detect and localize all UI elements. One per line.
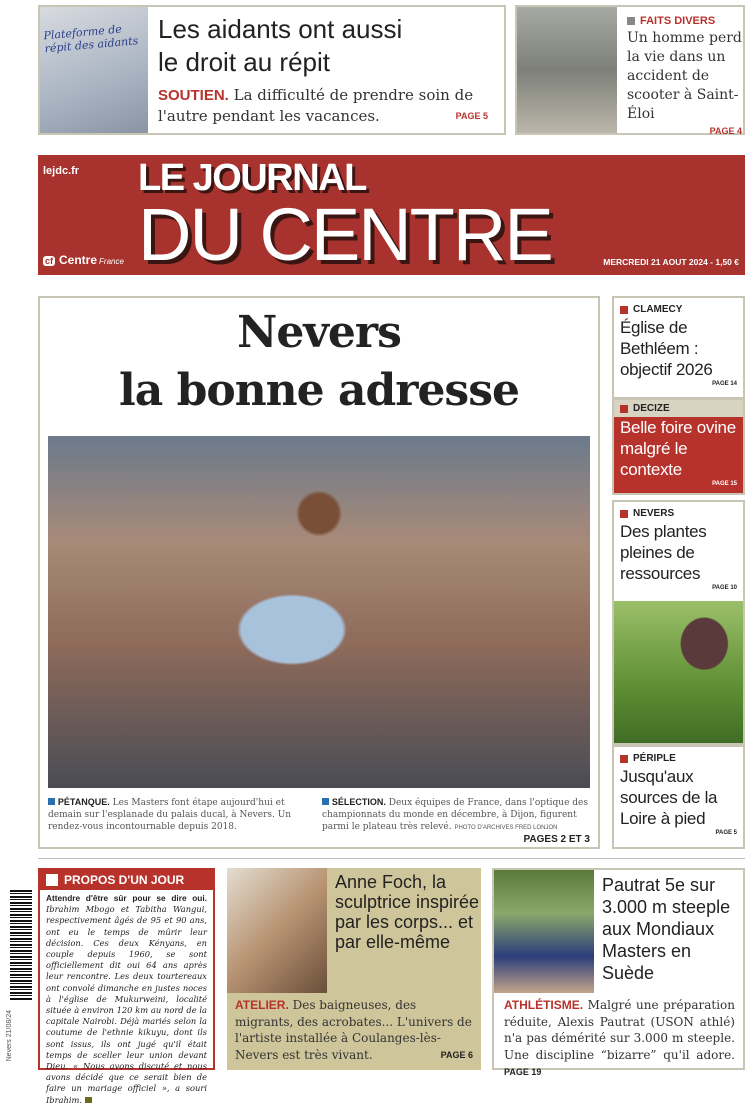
teaser-text: Un homme perd la vie dans un accident de scooter à Saint-Éloi <box>627 30 742 122</box>
barcode <box>10 890 32 1000</box>
teaser-page: PAGE 5 <box>455 111 488 121</box>
date-price: MERCREDI 21 AOUT 2024 - 1,50 € <box>603 257 739 267</box>
square-icon <box>46 874 58 886</box>
plants-photo <box>614 601 743 743</box>
barcode-text: Nevers 21/08/24 <box>6 1010 13 1062</box>
lead-headline: Nevers <box>237 307 401 358</box>
site-url[interactable]: lejdc.fr <box>43 165 80 177</box>
square-icon <box>48 798 55 805</box>
sidebar-kicker: CLAMECY <box>633 304 683 315</box>
sidebar-item-nevers[interactable] <box>612 500 745 745</box>
sidebar-page: PAGE 15 <box>712 481 737 487</box>
sidebar-page: PAGE 14 <box>712 381 737 387</box>
caption-text: Les Masters font étape aujourd'hui et demain sur l'esplanade du palais ducal, à Nevers. Un rendez-vous incontournable depuis 2018. <box>48 798 292 832</box>
lead-page: PAGES 2 ET 3 <box>523 834 590 845</box>
square-icon <box>620 510 628 518</box>
masthead <box>38 155 745 275</box>
caption-2 <box>322 796 590 846</box>
photo-credit: PHOTO D'ARCHIVES FRED LONJON <box>454 825 558 831</box>
story-page: PAGE 19 <box>504 1067 542 1077</box>
sidebar-item-periple[interactable] <box>612 745 745 849</box>
story-text: Des baigneuses, des migrants, des acrobates... L'univers de l'artiste installée à Coulanges-lès-Nevers est très vivant. <box>235 998 472 1062</box>
teaser-headline: le droit au répit <box>158 47 330 77</box>
caption-1 <box>48 796 310 833</box>
caption-kicker: PÉTANQUE. <box>57 797 110 807</box>
square-icon <box>620 405 628 413</box>
sidebar-headline: Belle foire ovine malgré le contexte <box>620 418 736 479</box>
teaser-aidants[interactable] <box>38 5 506 135</box>
story-headline: Pautrat 5e sur 3.000 m steeple aux Mondiaux Masters en Suède <box>602 875 731 983</box>
story-anne-foch[interactable] <box>227 868 481 1070</box>
sidebar-kicker: NEVERS <box>633 508 675 519</box>
story-page: PAGE 6 <box>440 1049 473 1060</box>
divider <box>38 858 745 859</box>
story-headline: Anne Foch, la sculptrice inspirée par les corps... et par elle-même <box>335 872 480 952</box>
teaser-kicker: FAITS DIVERS <box>640 15 716 27</box>
lead-story[interactable] <box>38 296 600 849</box>
sidebar-kicker: DECIZE <box>633 403 670 414</box>
story-pautrat[interactable] <box>492 868 745 1077</box>
centre-france-icon: cf <box>45 256 54 266</box>
caption-kicker: SÉLECTION. <box>331 797 386 807</box>
title-line-2: DU CENTRE <box>138 193 552 276</box>
propos-du-jour[interactable] <box>38 868 215 1105</box>
square-icon <box>627 17 635 25</box>
sidebar-headline: Des plantes pleines de ressources <box>620 522 707 583</box>
photo-sign-text: Plateforme de répit des aidants <box>43 22 139 56</box>
teaser-page: PAGE 4 <box>709 126 742 136</box>
sidebar-headline: Église de Bethléem : objectif 2026 <box>620 318 713 379</box>
propos-text: Ibrahim Mbogo et Tabitha Wangui, respectivement âgés de 95 et 90 ans, ont eu le temps de mûrir leur décision. Ces deux Kényans, en couple depuis 1960, se sont officiellement dit oui 64 ans après leur rencontre. Les deux tourtereaux ont convolé dimanche en justes noces à l'église de Mukurweini, localité située à environ 120 km au nord de la capitale Nairobi. Déjà mariés selon la coutume de l'ethnie kikuyu, dont ils sont issus, ils ont jugé qu'il était temps de sceller leur union devant Dieu. « Nous avons discuté et nous avons décidé que ce serait bien de faire un mariage officiel », a souri Ibrahim. <box>46 904 207 1105</box>
square-icon <box>322 798 329 805</box>
square-icon <box>620 755 628 763</box>
lead-photo-petanque <box>48 436 590 788</box>
sidebar-page: PAGE 10 <box>712 585 737 591</box>
group-name: Centre <box>59 253 98 267</box>
sidebar-item-decize[interactable] <box>612 398 745 495</box>
sculptor-photo <box>227 868 327 993</box>
teaser-photo <box>40 7 148 133</box>
lead-headline: la bonne adresse <box>119 365 519 416</box>
caption-text: Deux équipes de France, dans l'optique des championnats du monde en décembre, à Dijon, figurent parmi le plateau très relevé. <box>322 798 588 832</box>
end-mark-icon <box>85 1097 92 1103</box>
story-text: Malgré une préparation réduite, Alexis Pautrat (USON athlé) n'a pas démérité sur 3.000 m steeple. Une discipline “bizarre” qu'il adore. <box>504 998 735 1062</box>
group-suffix: France <box>99 257 124 266</box>
teaser-kicker: SOUTIEN. <box>158 87 229 104</box>
square-icon <box>620 306 628 314</box>
propos-lead: Attendre d'être sûr pour se dire oui. <box>46 893 207 903</box>
teaser-text: La difficulté de prendre soin de l'autre pendant les vacances. <box>158 86 474 125</box>
story-kicker: ATHLÉTISME. <box>504 998 584 1012</box>
athlete-photo <box>494 870 594 993</box>
sidebar-headline: Jusqu'aux sources de la Loire à pied <box>620 767 718 828</box>
story-kicker: ATELIER. <box>235 998 289 1012</box>
teaser-faits-divers[interactable] <box>515 5 745 135</box>
teaser-photo <box>517 7 617 133</box>
sidebar-page: PAGE 5 <box>715 830 737 836</box>
sidebar-item-clamecy[interactable] <box>612 296 745 399</box>
centre-france-logo <box>43 253 124 267</box>
propos-title: PROPOS D'UN JOUR <box>64 873 185 887</box>
title-line-1: LE JOURNAL <box>138 157 366 199</box>
sidebar-kicker: PÉRIPLE <box>633 753 676 764</box>
teaser-headline: Les aidants ont aussi <box>158 14 403 44</box>
